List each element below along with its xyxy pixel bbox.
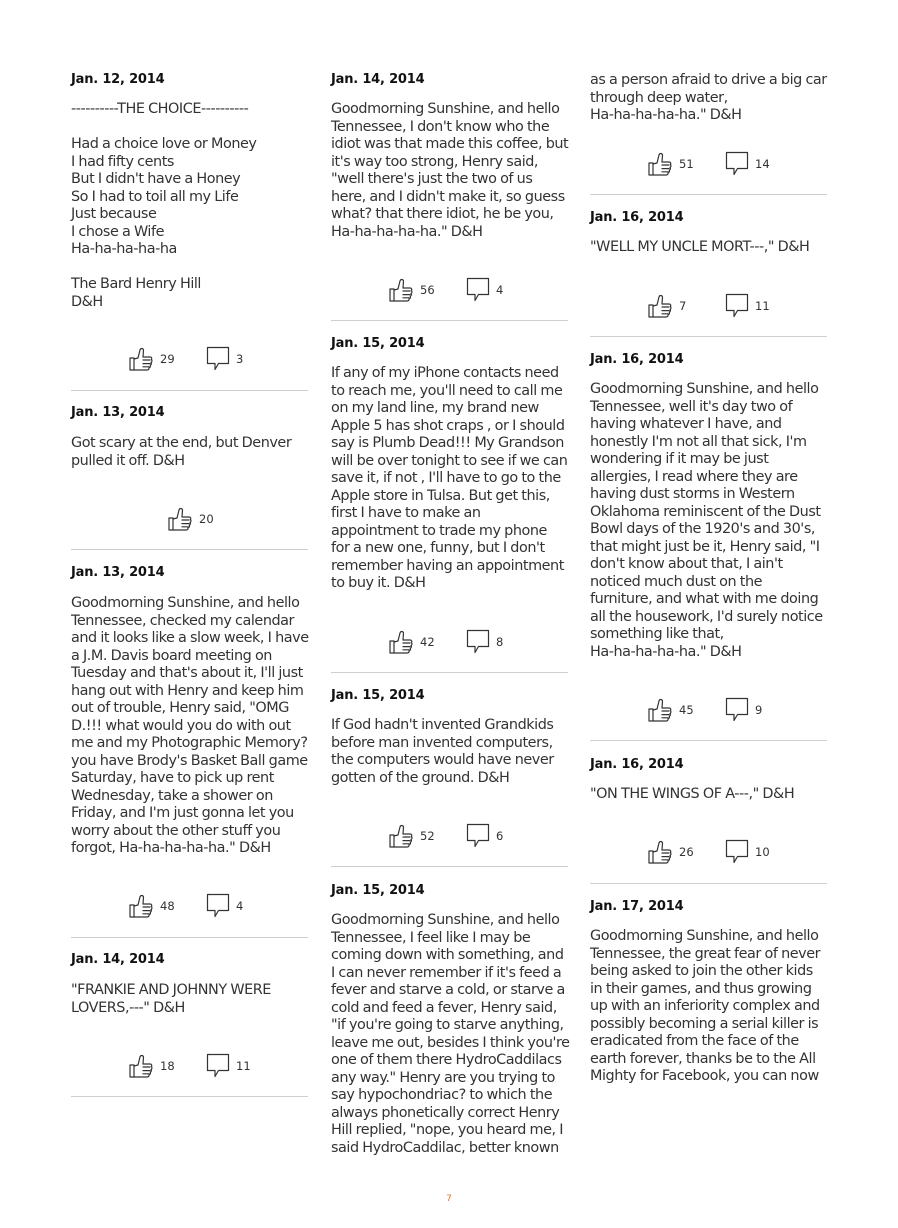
divider <box>590 336 827 337</box>
comment-count: 6 <box>496 829 504 843</box>
post-date: Jan. 16, 2014 <box>590 210 684 225</box>
post-date: Jan. 16, 2014 <box>590 352 684 367</box>
like-count: 48 <box>160 899 175 913</box>
post-stats <box>71 345 308 373</box>
like-count: 52 <box>420 829 435 843</box>
post-date: Jan. 15, 2014 <box>331 883 425 898</box>
post-body: "WELL MY UNCLE MORT---," D&H <box>590 239 810 255</box>
post-stats <box>590 838 827 866</box>
divider <box>71 390 308 391</box>
comment-count: 14 <box>755 157 770 171</box>
post-stats <box>331 628 568 656</box>
post-body: Got scary at the end, but Denver pulled it off. D&H <box>71 435 292 469</box>
post-date: Jan. 13, 2014 <box>71 565 165 580</box>
comment-count: 4 <box>236 899 244 913</box>
post-body: Goodmorning Sunshine, and hello Tennessee, I don't know who the idiot was that made this coffee, but it's way too strong, Henry said, "well there's just the two of us here, and I didn't make it, so guess what? that there idiot, he be you, Ha-ha-ha-ha-ha." D&H <box>331 101 569 240</box>
post-date: Jan. 15, 2014 <box>331 336 425 351</box>
comment-count: 8 <box>496 635 504 649</box>
divider <box>331 672 568 673</box>
post-date: Jan. 14, 2014 <box>71 952 165 967</box>
post-date: Jan. 15, 2014 <box>331 688 425 703</box>
post-body: "FRANKIE AND JOHNNY WERE LOVERS,---" D&H <box>71 982 271 1016</box>
comment-count: 11 <box>755 299 770 313</box>
divider <box>71 549 308 550</box>
post-body: Goodmorning Sunshine, and hello Tennessee, the great fear of never being asked to join the other kids in their games, and thus growing up with an inferiority complex and possibly becoming a serial killer is eradicated from the face of the earth forever, thanks be to the All Mighty for Facebook, you can now <box>590 928 821 1084</box>
like-count: 51 <box>679 157 694 171</box>
post-stats <box>590 150 827 178</box>
post-body: Goodmorning Sunshine, and hello Tennessee, checked my calendar and it looks like a slow week, I have a J.M. Davis board meeting on Tuesday and that's about it, I'll just hang out with Henry and keep him out of trouble, Henry said, "OMG D.!!! what would you do with out me and my Photographic Memory? you have Brody's Basket Ball game Saturday, have to pick up rent Wednesday, take a shower on Friday, and I'm just gonna let you worry about the other stuff you forgot, Ha-ha-ha-ha-ha." D&H <box>71 595 309 856</box>
divider <box>331 320 568 321</box>
post-body: Goodmorning Sunshine, and hello Tennessee, well it's day two of having whatever I have, and honestly I'm not all that sick, I'm wondering if it may be just allergies, I read where they are having dust storms in Western Oklahoma reminiscent of the Dust Bowl days of the 1920's and 30's, that might just be it, Henry said, "I don't know about that, I ain't noticed much dust on the furniture, and what with me doing all the housework, I'd surely notice something like that, Ha-ha-ha-ha-ha." D&H <box>590 381 823 660</box>
post-date: Jan. 16, 2014 <box>590 757 684 772</box>
post-stats <box>71 892 308 920</box>
post-stats <box>71 505 308 533</box>
like-count: 42 <box>420 635 435 649</box>
post-body: If any of my iPhone contacts need to reach me, you'll need to call me on my land line, my brand new Apple 5 has shot craps , or I should say is Plumb Dead!!! My Grandson will be over tonight to see if we can save it, if not , I'll have to go to the Apple store in Tulsa. But get this, first I have to make an appointment to trade my phone for a new one, funny, but I don't remember having an appointment to buy it. D&H <box>331 365 568 591</box>
post-date: Jan. 17, 2014 <box>590 899 684 914</box>
like-count: 20 <box>199 512 214 526</box>
post-date: Jan. 13, 2014 <box>71 405 165 420</box>
comment-count: 11 <box>236 1059 251 1073</box>
like-count: 18 <box>160 1059 175 1073</box>
post-stats <box>71 1052 308 1080</box>
like-count: 29 <box>160 352 175 366</box>
comment-count: 10 <box>755 845 770 859</box>
post-date: Jan. 14, 2014 <box>331 72 425 87</box>
post-body: If God hadn't invented Grandkids before man invented computers, the computers would have never gotten of the ground. D&H <box>331 717 554 786</box>
post-date: Jan. 12, 2014 <box>71 72 165 87</box>
post-stats <box>331 276 568 304</box>
post-stats <box>590 696 827 724</box>
divider <box>71 937 308 938</box>
page-number: 7 <box>446 1194 452 1204</box>
post-body: "ON THE WINGS OF A---," D&H <box>590 786 795 802</box>
post-stats <box>590 292 827 320</box>
post-body: Goodmorning Sunshine, and hello Tennessee, I feel like I may be coming down with something, and I can never remember if it's feed a fever and starve a cold, or starve a cold and feed a fever, Henry said, "if you're going to starve anything, leave me out, besides I think you're one of them there HydroCaddilacs any way." Henry are you trying to say hypochondriac? to which the always phonetically correct Henry Hill replied, "nope, you heard me, I said HydroCaddilac, better known <box>331 912 570 1156</box>
comment-count: 3 <box>236 352 244 366</box>
divider <box>590 194 827 195</box>
like-count: 26 <box>679 845 694 859</box>
divider <box>71 1096 308 1097</box>
like-count: 7 <box>679 299 687 313</box>
divider <box>590 740 827 741</box>
post-stats <box>331 822 568 850</box>
post-body: as a person afraid to drive a big car through deep water, Ha-ha-ha-ha-ha." D&H <box>590 72 827 123</box>
like-count: 56 <box>420 283 435 297</box>
comment-count: 9 <box>755 703 763 717</box>
divider <box>331 866 568 867</box>
comment-count: 4 <box>496 283 504 297</box>
like-count: 45 <box>679 703 694 717</box>
divider <box>590 883 827 884</box>
post-body: ----------THE CHOICE---------- Had a choice love or Money I had fifty cents But I didn't have a Honey So I had to toil all my Life Just because I chose a Wife Ha-ha-ha-ha-ha The Bard Henry Hill D&H <box>71 101 257 310</box>
